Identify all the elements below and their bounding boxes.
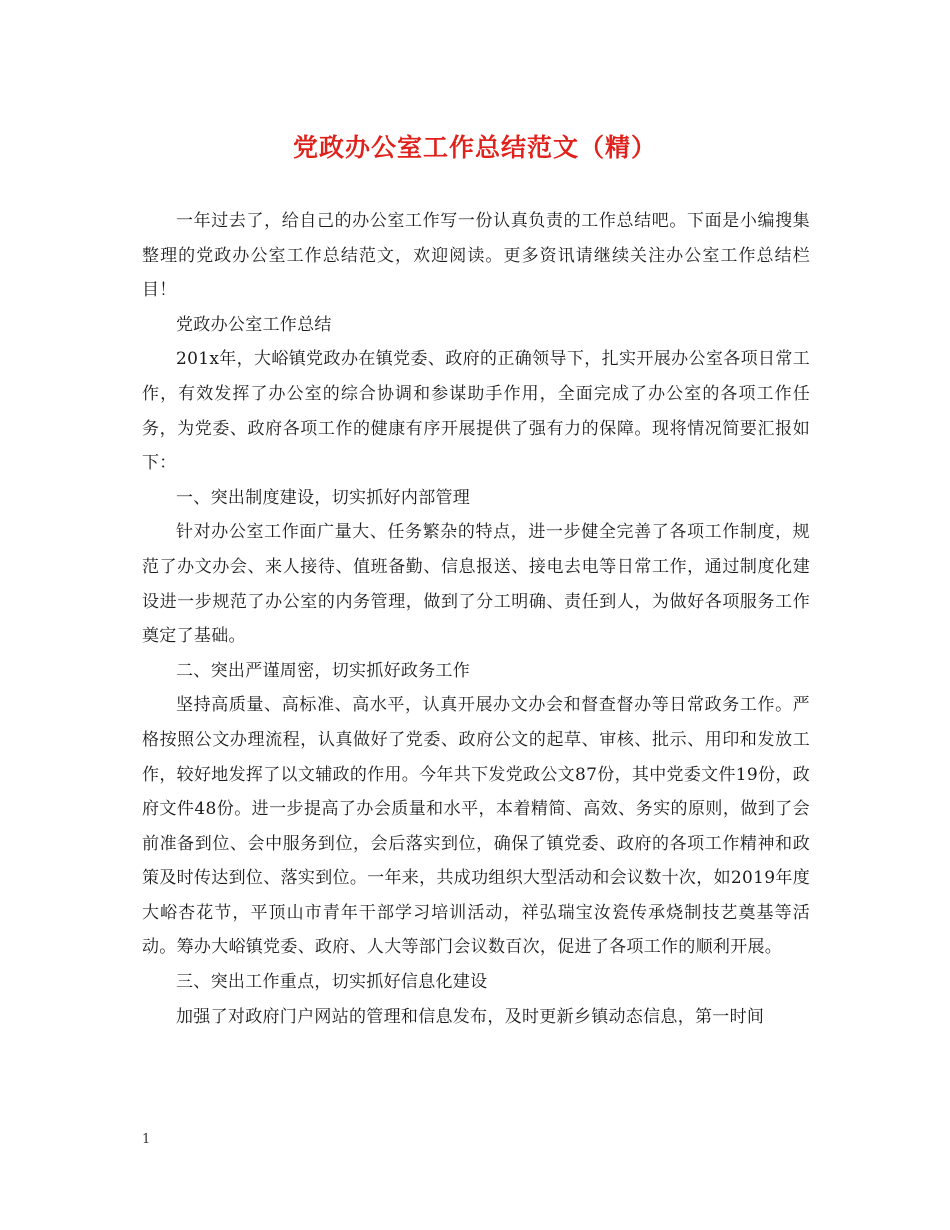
page-number: 1 xyxy=(142,1132,151,1147)
section-heading-3: 三、突出工作重点，切实抓好信息化建设 xyxy=(176,972,488,993)
section-paragraph-2: 坚持高质量、高标准、高水平，认真开展办文办会和督查督办等日常政务工作。严格按照公文办理流程，认真做好了党委、政府公文的起草、审核、批示、用印和发放工作，较好地发挥了以文辅政的作用。今年共下发党政公文87份，其中党委文件19份，政府文件48份。进一步提高了办会质量和水平，本着精简、高效、务实的原则，做到了会前准备到位、会中服务到位，会后落实到位，确保了镇党委、政府的各项工作精神和政策及时传达到位、落实到位。一年来，共成功组织大型活动和会议数十次，如2019年度大峪杏花节，平顶山市青年干部学习培训活动，祥弘瑞宝汝瓷传承烧制技艺奠基等活动。筹办大峪镇党委、政府、人大等部门会议数百次，促进了各项工作的顺利开展。 xyxy=(142,695,810,958)
section-heading: 党政办公室工作总结 xyxy=(176,314,332,335)
section-heading-1: 一、突出制度建设，切实抓好内部管理 xyxy=(176,487,471,508)
overview-paragraph: 201x年，大峪镇党政办在镇党委、政府的正确领导下，扎实开展办公室各项日常工作，有效发挥了办公室的综合协调和参谋助手作用，全面完成了办公室的各项工作任务，为党委、政府各项工作的健康有序开展提供了强有力的保障。现将情况简要汇报如下： xyxy=(142,349,810,474)
document-title: 党政办公室工作总结范文（精） xyxy=(292,133,657,162)
section-paragraph-1: 针对办公室工作面广量大、任务繁杂的特点，进一步健全完善了各项工作制度，规范了办文办会、来人接待、值班备勤、信息报送、接电去电等日常工作，通过制度化建设进一步规范了办公室的内务管理，做到了分工明确、责任到人，为做好各项服务工作奠定了基础。 xyxy=(142,522,810,647)
section-paragraph-3: 加强了对政府门户网站的管理和信息发布，及时更新乡镇动态信息，第一时间 xyxy=(176,1006,765,1027)
document-body xyxy=(142,204,810,1034)
intro-paragraph: 一年过去了，给自己的办公室工作写一份认真负责的工作总结吧。下面是小编搜集整理的党政办公室工作总结范文，欢迎阅读。更多资讯请继续关注办公室工作总结栏目！ xyxy=(142,211,810,301)
section-heading-2: 二、突出严谨周密，切实抓好政务工作 xyxy=(176,660,471,681)
